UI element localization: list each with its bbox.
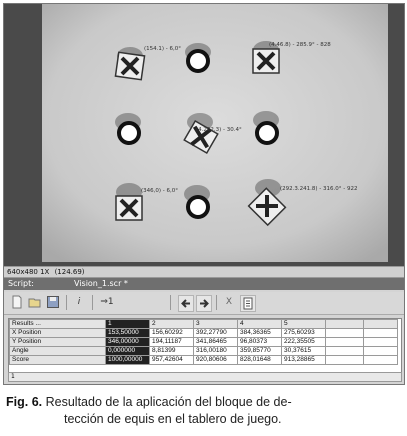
detection-label: (154.1) - 6,0°: [144, 46, 182, 52]
detection-label: (4.222.3) - 30.4°: [196, 127, 242, 133]
script-label: Script:: [8, 279, 34, 288]
column-header[interactable]: 2: [150, 320, 194, 329]
edit-icon[interactable]: [240, 295, 256, 312]
table-cell[interactable]: 384,36365: [238, 329, 282, 338]
results-table: [9, 319, 398, 365]
open-icon[interactable]: [28, 295, 42, 310]
table-cell[interactable]: 359,85770: [238, 347, 282, 356]
table-row: [10, 329, 398, 338]
table-header-row: [10, 320, 398, 329]
camera-image-viewer[interactable]: [4, 4, 404, 266]
column-header[interactable]: 5: [282, 320, 326, 329]
table-cell[interactable]: 316,00180: [194, 347, 238, 356]
new-icon[interactable]: [10, 295, 24, 310]
forward-icon[interactable]: [196, 295, 212, 312]
delete-icon[interactable]: X: [225, 297, 233, 307]
table-cell[interactable]: 828,01648: [238, 356, 282, 365]
empty-header-cell: [326, 320, 364, 329]
script-toolbar: [4, 292, 404, 315]
x-piece: [115, 47, 144, 80]
table-cell[interactable]: 0,000000: [106, 347, 150, 356]
save-icon[interactable]: [46, 295, 60, 310]
empty-cell: [364, 329, 398, 338]
row-label: Score: [10, 356, 106, 365]
column-header[interactable]: 3: [194, 320, 238, 329]
table-scrollbar[interactable]: [8, 372, 402, 382]
vision-application-window: [3, 3, 405, 385]
empty-cell: [326, 347, 364, 356]
figure-caption: [6, 394, 404, 428]
empty-cell: [326, 356, 364, 365]
o-piece: [184, 185, 210, 217]
table-cell[interactable]: 222,35505: [282, 338, 326, 347]
script-panel-header: [4, 278, 404, 290]
row-label: Angle: [10, 347, 106, 356]
table-cell[interactable]: 275,60293: [282, 329, 326, 338]
o-piece: [115, 113, 141, 143]
table-cell[interactable]: 920,80606: [194, 356, 238, 365]
back-icon[interactable]: [178, 295, 194, 312]
table-cell[interactable]: 30,37615: [282, 347, 326, 356]
table-cell[interactable]: 913,28865: [282, 356, 326, 365]
script-file-name[interactable]: Vision_1.scr *: [74, 279, 128, 288]
zoom-label: (124.69): [54, 268, 85, 276]
empty-cell: [364, 338, 398, 347]
table-cell[interactable]: 346,00000: [106, 338, 150, 347]
caption-line-1: Resultado de la aplicación del bloque de de-: [45, 395, 292, 409]
table-cell[interactable]: 957,42604: [150, 356, 194, 365]
row-label: X Position: [10, 329, 106, 338]
results-table-container: [8, 318, 402, 374]
caption-line-2: tección de equis en el tablero de juego.: [64, 412, 282, 426]
column-header[interactable]: 4: [238, 320, 282, 329]
table-cell[interactable]: 194,11187: [150, 338, 194, 347]
table-row: [10, 338, 398, 347]
table-cell[interactable]: 156,60292: [150, 329, 194, 338]
table-cell[interactable]: 1000,00000: [106, 356, 150, 365]
table-cell[interactable]: 153,50000: [106, 329, 150, 338]
detection-label: (346,0) - 6,0°: [141, 188, 179, 194]
o-piece: [253, 111, 279, 143]
o-piece: [185, 43, 211, 71]
empty-cell: [364, 347, 398, 356]
column-header[interactable]: 1: [106, 320, 150, 329]
resolution-label: 640x480 1X: [7, 268, 50, 276]
empty-cell: [364, 356, 398, 365]
info-icon[interactable]: i: [77, 297, 81, 307]
table-row: [10, 347, 398, 356]
results-corner-cell: Results ...: [10, 320, 106, 329]
empty-cell: [326, 338, 364, 347]
row-label: Y Position: [10, 338, 106, 347]
step-icon[interactable]: ⇒1: [100, 297, 114, 307]
detection-label: (292.3.241.8) - 316.0° - 922: [280, 186, 358, 192]
figure-number: Fig. 6.: [6, 395, 43, 409]
table-cell[interactable]: 341,86465: [194, 338, 238, 347]
table-footer-label: 1: [11, 373, 15, 380]
table-row: [10, 356, 398, 365]
image-status-bar: [4, 266, 404, 278]
empty-header-cell: [364, 320, 398, 329]
x-piece: [116, 183, 142, 220]
empty-cell: [326, 329, 364, 338]
table-cell[interactable]: 96,80373: [238, 338, 282, 347]
table-cell[interactable]: 392,27790: [194, 329, 238, 338]
detection-label: (4.46.8) - 285.9° - 828: [269, 42, 331, 48]
table-cell[interactable]: 8,81399: [150, 347, 194, 356]
